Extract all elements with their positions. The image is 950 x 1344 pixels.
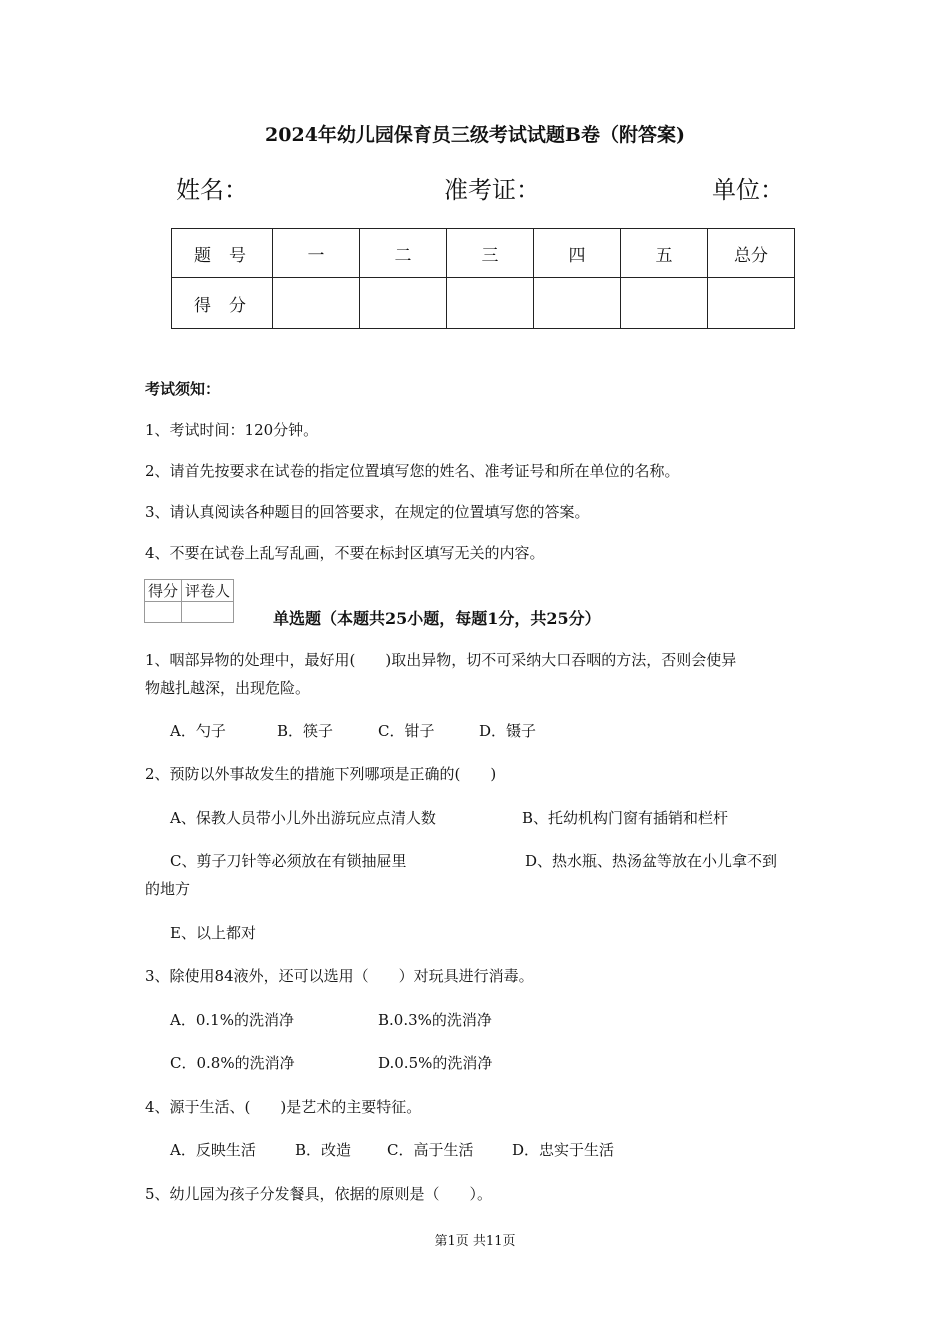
- q2-option-b: B、托幼机构门窗有插销和栏杆: [522, 809, 729, 827]
- notice-item: 2、请首先按要求在试卷的指定位置填写您的姓名、准考证号和所在单位的名称。: [145, 462, 680, 480]
- q4-option-d: D．忠实于生活: [512, 1141, 615, 1159]
- q1-option-c: C．钳子: [378, 722, 435, 740]
- unit-field-label: 单位：: [712, 176, 784, 204]
- section-title: 单选题（本题共25小题，每题1分，共25分）: [273, 609, 601, 628]
- score-blank: [360, 278, 447, 329]
- question-1-line2: 物越扎越深，出现危险。: [145, 679, 311, 697]
- grader-reviewer-blank: [182, 602, 234, 623]
- q2-option-d-cont: 的地方: [145, 880, 191, 898]
- score-table: [171, 228, 795, 329]
- q4-option-b: B．改造: [295, 1141, 352, 1159]
- score-blank: [621, 278, 708, 329]
- score-blank: [534, 278, 621, 329]
- notice-item: 3、请认真阅读各种题目的回答要求，在规定的位置填写您的答案。: [145, 503, 590, 521]
- q1-option-d: D．镊子: [479, 722, 537, 740]
- score-blank: [708, 278, 795, 329]
- score-blank: [273, 278, 360, 329]
- score-cell-1: 一: [273, 229, 360, 278]
- q2-option-e: E、以上都对: [170, 924, 256, 942]
- score-cell-5: 五: [621, 229, 708, 278]
- page-footer: 第1页 共11页: [434, 1234, 516, 1249]
- q4-option-a: A．反映生活: [170, 1141, 256, 1159]
- q2-option-d: D、热水瓶、热汤盆等放在小儿拿不到: [525, 852, 778, 870]
- grader-box: [144, 579, 234, 623]
- score-row-label: 得分: [172, 278, 273, 329]
- q3-option-c: C．0.8%的洗消净: [170, 1054, 295, 1072]
- grader-reviewer-label: 评卷人: [182, 580, 234, 602]
- notice-item: 4、不要在试卷上乱写乱画，不要在标封区填写无关的内容。: [145, 544, 545, 562]
- notice-heading: 考试须知：: [145, 380, 221, 398]
- q3-option-b: B.0.3%的洗消净: [378, 1011, 492, 1029]
- question-3: 3、除使用84液外，还可以选用（ ）对玩具进行消毒。: [145, 967, 534, 985]
- score-cell-label: 题号: [172, 229, 273, 278]
- q2-option-c: C、剪子刀针等必须放在有锁抽屉里: [170, 852, 407, 870]
- exam-id-field-label: 准考证：: [444, 176, 540, 204]
- score-blank: [447, 278, 534, 329]
- question-4: 4、源于生活、( )是艺术的主要特征。: [145, 1098, 422, 1116]
- score-cell-3: 三: [447, 229, 534, 278]
- grader-score-blank: [145, 602, 182, 623]
- notice-item: 1、考试时间：120分钟。: [145, 421, 319, 439]
- question-2: 2、预防以外事故发生的措施下列哪项是正确的( ): [145, 765, 497, 783]
- score-cell-2: 二: [360, 229, 447, 278]
- score-table-score-row: [172, 278, 795, 329]
- question-5: 5、幼儿园为孩子分发餐具，依据的原则是（ ）。: [145, 1185, 493, 1203]
- page-title: 2024年幼儿园保育员三级考试试题B卷（附答案): [265, 124, 685, 146]
- q4-option-c: C．高于生活: [387, 1141, 474, 1159]
- q1-option-a: A．勺子: [170, 722, 226, 740]
- question-1-line1: 1、咽部异物的处理中，最好用( )取出异物，切不可采纳大口吞咽的方法，否则会使异: [145, 651, 737, 669]
- name-field-label: 姓名：: [176, 176, 248, 204]
- score-table-header-row: [172, 229, 795, 278]
- q3-option-a: A．0.1%的洗消净: [170, 1011, 294, 1029]
- grader-score-label: 得分: [145, 580, 182, 602]
- q3-option-d: D.0.5%的洗消净: [378, 1054, 493, 1072]
- q2-option-a: A、保教人员带小儿外出游玩应点清人数: [170, 809, 436, 827]
- score-cell-total: 总分: [708, 229, 795, 278]
- score-cell-4: 四: [534, 229, 621, 278]
- q1-option-b: B．筷子: [277, 722, 334, 740]
